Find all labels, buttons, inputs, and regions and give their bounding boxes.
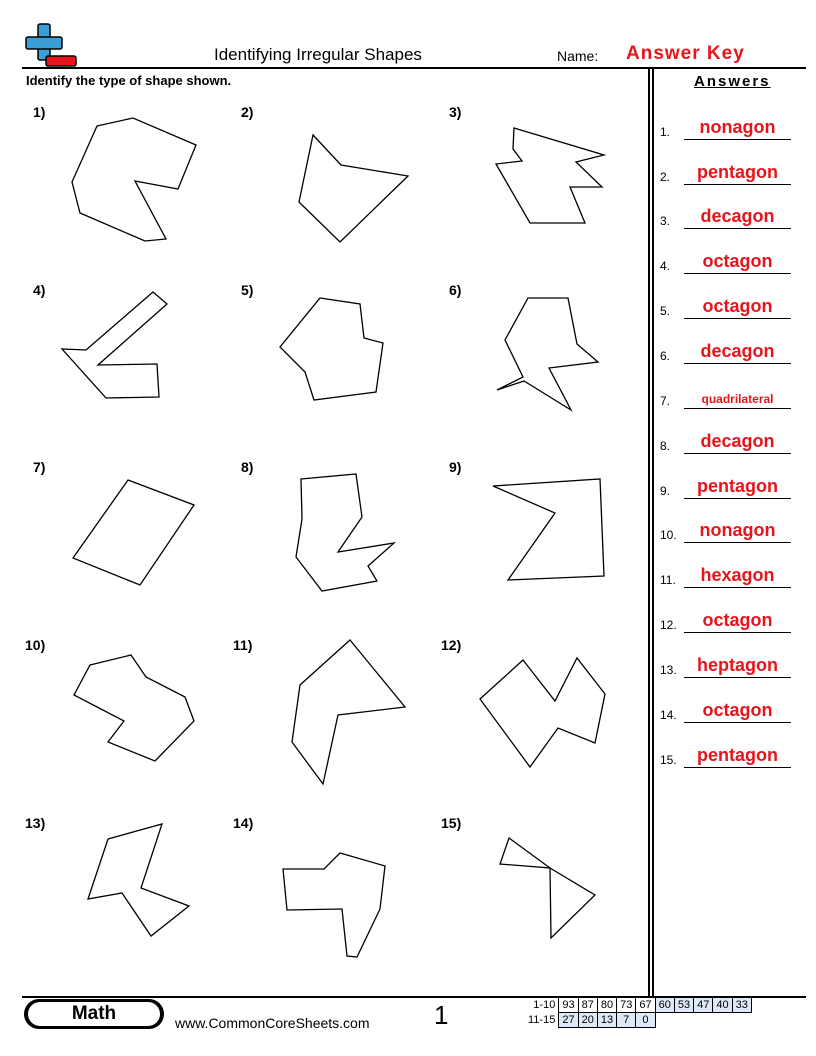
- answer-number: 2.: [660, 170, 671, 184]
- answer-text: octagon: [702, 296, 773, 316]
- problem-number: 9): [449, 459, 462, 475]
- answer-number: 13.: [660, 663, 677, 677]
- problem-number: 10): [25, 637, 46, 653]
- answer-line: [684, 632, 791, 633]
- score-cell: 93: [559, 998, 578, 1013]
- answer-number: 12.: [660, 618, 677, 632]
- answer-line: [684, 139, 791, 140]
- answer-row: [660, 610, 800, 630]
- answer-row: [660, 431, 800, 451]
- answer-text: nonagon: [699, 117, 776, 137]
- score-cell: 33: [732, 998, 751, 1013]
- score-row: [528, 1013, 751, 1028]
- answer-text: decagon: [700, 431, 775, 451]
- answer-text: quadrilateral: [701, 392, 774, 406]
- answer-line: [684, 228, 791, 229]
- problem-number: 3): [449, 104, 462, 120]
- shape-2-pentagon: [299, 135, 408, 242]
- score-cell: 20: [578, 1013, 597, 1028]
- answer-text: pentagon: [697, 745, 778, 765]
- shape-13-heptagon: [88, 824, 189, 936]
- answer-number: 1.: [660, 125, 671, 139]
- shape-1-nonagon: [72, 118, 196, 241]
- score-cell: 60: [655, 998, 674, 1013]
- score-row: [528, 998, 751, 1013]
- problem-number: 4): [33, 282, 46, 298]
- shape-9-pentagon: [493, 479, 604, 580]
- subject-badge: [24, 999, 164, 1029]
- answer-row: [660, 745, 800, 765]
- answer-number: 4.: [660, 259, 671, 273]
- problem-number: 5): [241, 282, 254, 298]
- answer-line: [684, 363, 791, 364]
- problem-number: 15): [441, 815, 462, 831]
- instructions: Identify the type of shape shown.: [26, 73, 232, 88]
- score-cell: 13: [597, 1013, 616, 1028]
- problem-number: 7): [33, 459, 46, 475]
- name-value: Answer Key: [626, 43, 745, 64]
- shape-7-quadrilateral: [73, 480, 194, 585]
- answer-line: [684, 318, 791, 319]
- problem-number: 11): [233, 637, 253, 653]
- score-cell: 53: [674, 998, 693, 1013]
- answer-line: [684, 184, 791, 185]
- answer-row: [660, 162, 800, 182]
- answer-row: [660, 476, 800, 496]
- score-cell: 73: [617, 998, 636, 1013]
- problem-number: 12): [441, 637, 462, 653]
- answer-text: decagon: [700, 341, 775, 361]
- problem-number: 13): [25, 815, 46, 831]
- answer-line: [684, 273, 791, 274]
- answer-text: nonagon: [699, 520, 776, 540]
- answers-heading: Answers: [694, 73, 771, 90]
- answer-line: [684, 408, 791, 409]
- answer-line: [684, 453, 791, 454]
- worksheet-title: Identifying Irregular Shapes: [214, 45, 422, 64]
- answer-number: 11.: [660, 573, 676, 587]
- answer-line: [684, 722, 791, 723]
- answer-row: [660, 206, 800, 226]
- website-link[interactable]: www.CommonCoreSheets.com: [175, 1015, 370, 1031]
- answer-row: [660, 520, 800, 540]
- problem-number: 14): [233, 815, 254, 831]
- score-cell: 80: [597, 998, 616, 1013]
- answer-line: [684, 542, 791, 543]
- answer-row: [660, 117, 800, 137]
- answer-text: octagon: [702, 700, 773, 720]
- answer-number: 7.: [660, 394, 671, 408]
- answer-row: [660, 655, 800, 675]
- problem-number: 8): [241, 459, 254, 475]
- score-table: [528, 997, 752, 1028]
- subject-label: Math: [28, 1002, 160, 1026]
- answer-number: 8.: [660, 439, 671, 453]
- answer-line: [684, 498, 791, 499]
- answer-row: [660, 341, 800, 361]
- answer-row: [660, 565, 800, 585]
- shape-10-nonagon: [74, 655, 194, 761]
- answer-text: pentagon: [697, 476, 778, 496]
- answer-number: 5.: [660, 304, 671, 318]
- problem-number: 2): [241, 104, 254, 120]
- name-label: Name:: [557, 48, 599, 64]
- answer-text: hexagon: [700, 565, 775, 585]
- page-number: 1: [434, 1000, 449, 1030]
- answer-text: octagon: [702, 251, 773, 271]
- answer-number: 9.: [660, 484, 671, 498]
- answer-row: [660, 296, 800, 316]
- shape-12-octagon: [480, 658, 605, 767]
- answer-row: [660, 251, 800, 271]
- score-cell: 27: [559, 1013, 578, 1028]
- shape-15-pentagon: [500, 838, 595, 938]
- answer-row: [660, 386, 800, 406]
- answer-number: 6.: [660, 349, 671, 363]
- shape-11-hexagon: [292, 640, 405, 784]
- answer-line: [684, 767, 791, 768]
- shape-6-decagon: [497, 298, 598, 410]
- shape-8-decagon: [296, 474, 394, 591]
- answer-text: decagon: [700, 206, 775, 226]
- shape-5-octagon: [280, 298, 383, 400]
- answer-line: [684, 677, 791, 678]
- answer-text: pentagon: [697, 162, 778, 182]
- score-row-label: 1-10: [533, 999, 556, 1011]
- score-cell: 0: [636, 1013, 655, 1028]
- score-cell: 40: [713, 998, 732, 1013]
- answer-number: 10.: [660, 528, 677, 542]
- answer-number: 3.: [660, 214, 671, 228]
- problem-number: 1): [33, 104, 46, 120]
- shape-4-octagon: [62, 292, 167, 398]
- answer-row: [660, 700, 800, 720]
- score-cell: 7: [617, 1013, 636, 1028]
- score-row-label: 11-15: [528, 1014, 556, 1026]
- problem-number: 6): [449, 282, 462, 298]
- answer-text: heptagon: [697, 655, 778, 675]
- answer-text: octagon: [702, 610, 773, 630]
- answer-number: 15.: [660, 753, 677, 767]
- shape-14-octagon: [283, 853, 385, 957]
- score-cell: 47: [694, 998, 713, 1013]
- score-cell: 67: [636, 998, 655, 1013]
- shape-3-decagon: [496, 128, 604, 223]
- answer-number: 14.: [660, 708, 677, 722]
- answer-line: [684, 587, 791, 588]
- score-cell: 87: [578, 998, 597, 1013]
